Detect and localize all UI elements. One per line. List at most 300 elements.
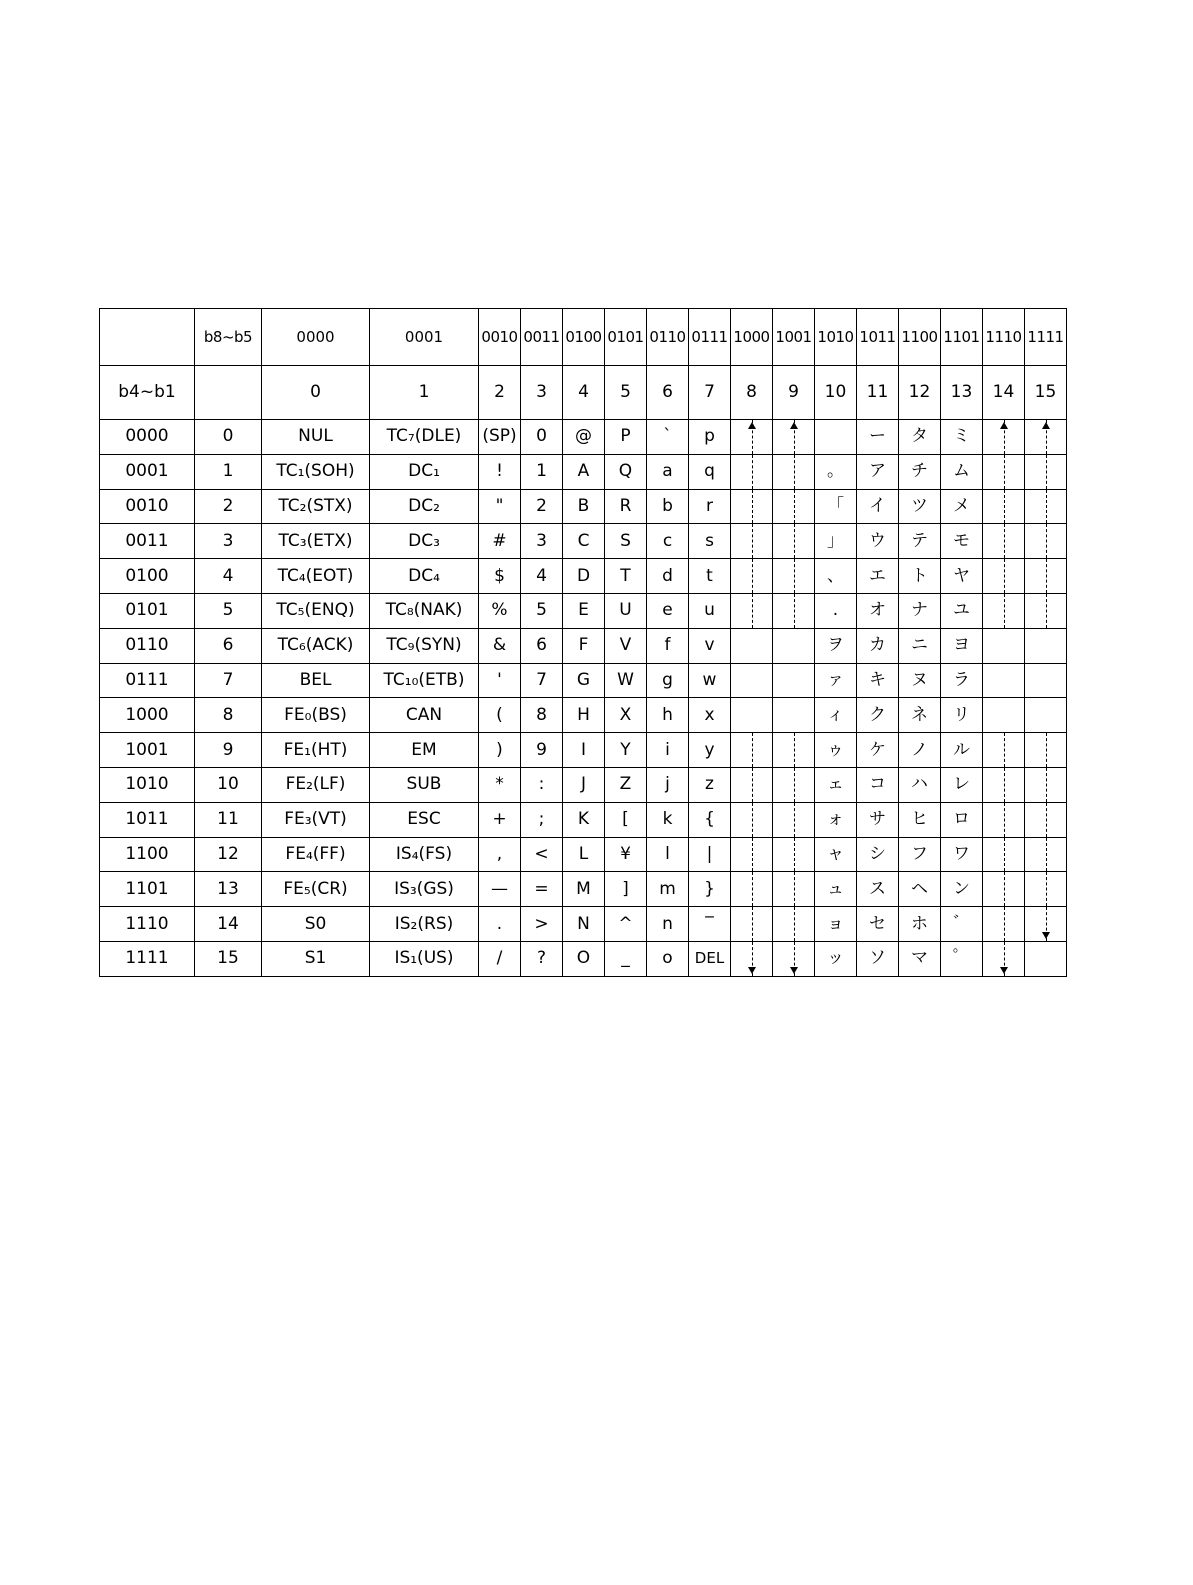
dashed-line [752, 594, 753, 628]
low-col-cell: 13 [195, 872, 262, 907]
reserved-cell [773, 628, 815, 663]
high-bits-header: 0001 [370, 309, 479, 366]
dashed-line [794, 907, 795, 941]
reserved-cell [983, 907, 1025, 942]
reserved-cell [773, 733, 815, 768]
table-row [100, 454, 1067, 489]
control-char-cell: ESC [370, 802, 479, 837]
reserved-cell [1025, 698, 1067, 733]
kana-cell: ル [941, 733, 983, 768]
kana-cell: ツ [899, 489, 941, 524]
reserved-cell [731, 802, 773, 837]
arrow-up-icon [748, 422, 756, 429]
kana-cell: ヒ [899, 802, 941, 837]
kana-cell: ノ [899, 733, 941, 768]
low-bits-cell: 0001 [100, 454, 195, 489]
dashed-line [1004, 594, 1005, 628]
dashed-line [752, 733, 753, 767]
high-bits-header: 1001 [773, 309, 815, 366]
low-bits-cell: 1110 [100, 907, 195, 942]
low-bits-cell: 0111 [100, 663, 195, 698]
char-cell: A [563, 454, 605, 489]
reserved-cell [983, 941, 1025, 976]
high-col-header: 9 [773, 366, 815, 420]
low-col-cell: 2 [195, 489, 262, 524]
kana-cell: ヌ [899, 663, 941, 698]
kana-cell: ラ [941, 663, 983, 698]
reserved-cell [773, 837, 815, 872]
kana-cell: ネ [899, 698, 941, 733]
control-char-cell: FE₄(FF) [262, 837, 370, 872]
char-cell: | [689, 837, 731, 872]
reserved-cell [1025, 593, 1067, 628]
reserved-cell [773, 420, 815, 455]
kana-cell: ス [857, 872, 899, 907]
control-char-cell: FE₃(VT) [262, 802, 370, 837]
char-cell: 0 [521, 420, 563, 455]
reserved-cell [983, 698, 1025, 733]
dashed-line [1046, 733, 1047, 767]
low-col-cell: 15 [195, 941, 262, 976]
kana-cell: テ [899, 524, 941, 559]
char-cell: a [647, 454, 689, 489]
table-row [100, 907, 1067, 942]
reserved-cell [731, 489, 773, 524]
reserved-cell [773, 907, 815, 942]
high-col-header: 10 [815, 366, 857, 420]
char-cell: P [605, 420, 647, 455]
kana-cell: ソ [857, 941, 899, 976]
reserved-cell [731, 593, 773, 628]
dashed-line [752, 768, 753, 802]
low-bits-cell: 0100 [100, 559, 195, 594]
arrow-up-icon [790, 422, 798, 429]
character-code-table [99, 308, 1067, 977]
control-char-cell: CAN [370, 698, 479, 733]
kana-cell: ゜ [941, 941, 983, 976]
low-col-cell: 3 [195, 524, 262, 559]
char-cell: M [563, 872, 605, 907]
char-cell: n [647, 907, 689, 942]
kana-cell: ッ [815, 941, 857, 976]
control-char-cell: FE₁(HT) [262, 733, 370, 768]
char-cell: { [689, 802, 731, 837]
char-cell: w [689, 663, 731, 698]
high-bits-header: 1011 [857, 309, 899, 366]
char-cell: D [563, 559, 605, 594]
low-col-cell: 9 [195, 733, 262, 768]
dashed-line [794, 838, 795, 872]
dashed-line [752, 872, 753, 906]
reserved-cell [773, 767, 815, 802]
char-cell: r [689, 489, 731, 524]
char-cell: ! [479, 454, 521, 489]
control-char-cell: S0 [262, 907, 370, 942]
char-cell: Y [605, 733, 647, 768]
char-cell: z [689, 767, 731, 802]
control-char-cell: TC₅(ENQ) [262, 593, 370, 628]
char-cell: Z [605, 767, 647, 802]
reserved-cell [773, 802, 815, 837]
table-row [100, 489, 1067, 524]
kana-cell [815, 420, 857, 455]
char-cell: k [647, 802, 689, 837]
table-row [100, 663, 1067, 698]
dashed-line [1046, 594, 1047, 628]
reserved-cell [1025, 767, 1067, 802]
kana-cell: ワ [941, 837, 983, 872]
char-cell: * [479, 767, 521, 802]
control-char-cell: FE₂(LF) [262, 767, 370, 802]
reserved-cell [983, 837, 1025, 872]
b8-b5-label: b8~b5 [195, 309, 262, 366]
kana-cell: カ [857, 628, 899, 663]
reserved-cell [1025, 524, 1067, 559]
high-bits-header: 1100 [899, 309, 941, 366]
low-col-cell: 4 [195, 559, 262, 594]
char-cell: q [689, 454, 731, 489]
low-bits-cell: 1001 [100, 733, 195, 768]
arrow-down-icon [1042, 932, 1050, 939]
table-row [100, 941, 1067, 976]
reserved-cell [983, 663, 1025, 698]
low-col-cell: 6 [195, 628, 262, 663]
kana-cell: 。 [815, 454, 857, 489]
reserved-cell [731, 698, 773, 733]
control-char-cell: TC₂(STX) [262, 489, 370, 524]
char-cell: G [563, 663, 605, 698]
high-bits-header: 0101 [605, 309, 647, 366]
control-char-cell: IS₂(RS) [370, 907, 479, 942]
char-cell: I [563, 733, 605, 768]
low-bits-cell: 0011 [100, 524, 195, 559]
low-bits-cell: 1010 [100, 767, 195, 802]
kana-cell: イ [857, 489, 899, 524]
reserved-cell [983, 524, 1025, 559]
low-col-cell: 8 [195, 698, 262, 733]
control-char-cell: BEL [262, 663, 370, 698]
char-cell: X [605, 698, 647, 733]
low-bits-cell: 0110 [100, 628, 195, 663]
char-cell: s [689, 524, 731, 559]
char-cell: > [521, 907, 563, 942]
char-cell: K [563, 802, 605, 837]
reserved-cell [731, 524, 773, 559]
char-cell: N [563, 907, 605, 942]
high-col-header: 5 [605, 366, 647, 420]
dashed-line [752, 803, 753, 837]
arrow-up-icon [1000, 422, 1008, 429]
reserved-cell [1025, 733, 1067, 768]
dashed-line [752, 559, 753, 593]
char-cell: ¥ [605, 837, 647, 872]
char-cell: L [563, 837, 605, 872]
high-bits-header: 0110 [647, 309, 689, 366]
kana-cell: ゛ [941, 907, 983, 942]
char-cell: B [563, 489, 605, 524]
reserved-cell [983, 733, 1025, 768]
kana-cell: ホ [899, 907, 941, 942]
char-cell: @ [563, 420, 605, 455]
control-char-cell: DC₁ [370, 454, 479, 489]
control-char-cell: EM [370, 733, 479, 768]
dashed-line [1046, 768, 1047, 802]
char-cell: $ [479, 559, 521, 594]
dashed-line [1004, 803, 1005, 837]
char-cell: l [647, 837, 689, 872]
char-cell: S [605, 524, 647, 559]
table-row [100, 802, 1067, 837]
char-cell: V [605, 628, 647, 663]
reserved-cell [731, 837, 773, 872]
control-char-cell: DC₃ [370, 524, 479, 559]
kana-cell: マ [899, 941, 941, 976]
high-col-header: 8 [731, 366, 773, 420]
kana-cell: オ [857, 593, 899, 628]
dashed-line [794, 524, 795, 558]
kana-cell: ユ [941, 593, 983, 628]
char-cell: = [521, 872, 563, 907]
dashed-line [1004, 455, 1005, 489]
dashed-line [1046, 524, 1047, 558]
char-cell: ' [479, 663, 521, 698]
b4-b1-label: b4~b1 [100, 366, 195, 420]
reserved-cell [1025, 559, 1067, 594]
dashed-line [1004, 872, 1005, 906]
table-row [100, 593, 1067, 628]
char-cell: ` [647, 420, 689, 455]
char-cell: u [689, 593, 731, 628]
kana-cell: ェ [815, 767, 857, 802]
char-cell: ] [605, 872, 647, 907]
high-col-header: 15 [1025, 366, 1067, 420]
kana-cell: レ [941, 767, 983, 802]
kana-cell: ナ [899, 593, 941, 628]
high-col-header: 0 [262, 366, 370, 420]
char-cell: 9 [521, 733, 563, 768]
char-cell: . [479, 907, 521, 942]
dashed-line [1004, 490, 1005, 524]
arrow-up-icon [1042, 422, 1050, 429]
dashed-line [752, 838, 753, 872]
table-row [100, 837, 1067, 872]
reserved-cell [983, 872, 1025, 907]
char-cell: J [563, 767, 605, 802]
kana-cell: ュ [815, 872, 857, 907]
arrow-down-icon [748, 967, 756, 974]
reserved-cell [731, 559, 773, 594]
kana-cell: ョ [815, 907, 857, 942]
kana-cell: ウ [857, 524, 899, 559]
reserved-cell [773, 454, 815, 489]
low-col-cell: 12 [195, 837, 262, 872]
char-cell: } [689, 872, 731, 907]
high-bits-header: 0011 [521, 309, 563, 366]
char-cell: _ [605, 941, 647, 976]
kana-cell: ト [899, 559, 941, 594]
dashed-line [794, 733, 795, 767]
char-cell: ; [521, 802, 563, 837]
low-col-cell: 10 [195, 767, 262, 802]
table-row [100, 559, 1067, 594]
reserved-cell [773, 559, 815, 594]
control-char-cell: TC₆(ACK) [262, 628, 370, 663]
kana-cell: ハ [899, 767, 941, 802]
reserved-cell [983, 628, 1025, 663]
dashed-line [794, 490, 795, 524]
control-char-cell: TC₇(DLE) [370, 420, 479, 455]
char-cell: O [563, 941, 605, 976]
high-col-header: 12 [899, 366, 941, 420]
high-bits-header: 1101 [941, 309, 983, 366]
control-char-cell: TC₄(EOT) [262, 559, 370, 594]
high-col-header: 3 [521, 366, 563, 420]
low-bits-cell: 0010 [100, 489, 195, 524]
control-char-cell: SUB [370, 767, 479, 802]
high-col-header: 2 [479, 366, 521, 420]
char-cell: o [647, 941, 689, 976]
char-cell: / [479, 941, 521, 976]
kana-cell: メ [941, 489, 983, 524]
dashed-line [752, 455, 753, 489]
dashed-line [794, 803, 795, 837]
dashed-line [1004, 768, 1005, 802]
kana-cell: 」 [815, 524, 857, 559]
char-cell: m [647, 872, 689, 907]
reserved-cell [731, 454, 773, 489]
reserved-cell [731, 872, 773, 907]
dashed-line [752, 524, 753, 558]
control-char-cell: DC₂ [370, 489, 479, 524]
char-cell: x [689, 698, 731, 733]
high-col-header: 1 [370, 366, 479, 420]
control-char-cell: FE₅(CR) [262, 872, 370, 907]
char-cell: : [521, 767, 563, 802]
reserved-cell [731, 420, 773, 455]
char-cell: % [479, 593, 521, 628]
kana-cell: ヨ [941, 628, 983, 663]
high-bits-header: 0010 [479, 309, 521, 366]
char-cell: (SP) [479, 420, 521, 455]
reserved-cell [983, 454, 1025, 489]
char-cell: + [479, 802, 521, 837]
reserved-cell [773, 941, 815, 976]
control-char-cell: TC₈(NAK) [370, 593, 479, 628]
reserved-cell [1025, 628, 1067, 663]
dashed-line [1046, 838, 1047, 872]
char-cell: e [647, 593, 689, 628]
kana-cell: ミ [941, 420, 983, 455]
char-cell: 2 [521, 489, 563, 524]
char-cell: " [479, 489, 521, 524]
dashed-line [794, 768, 795, 802]
high-col-header: 13 [941, 366, 983, 420]
reserved-cell [773, 524, 815, 559]
dashed-line [794, 872, 795, 906]
b8-b5-blank [195, 366, 262, 420]
low-bits-cell: 1011 [100, 802, 195, 837]
reserved-cell [983, 802, 1025, 837]
char-cell: # [479, 524, 521, 559]
reserved-cell [1025, 454, 1067, 489]
low-bits-cell: 0101 [100, 593, 195, 628]
arrow-down-icon [1000, 967, 1008, 974]
dashed-line [1046, 803, 1047, 837]
char-cell: i [647, 733, 689, 768]
char-cell: ) [479, 733, 521, 768]
reserved-cell [983, 593, 1025, 628]
table-row [100, 524, 1067, 559]
kana-cell: ォ [815, 802, 857, 837]
control-char-cell: TC₁₀(ETB) [370, 663, 479, 698]
control-char-cell: TC₃(ETX) [262, 524, 370, 559]
dashed-line [1046, 455, 1047, 489]
code-table [99, 308, 1067, 977]
high-bits-header: 1111 [1025, 309, 1067, 366]
char-cell: 5 [521, 593, 563, 628]
kana-cell: ア [857, 454, 899, 489]
control-char-cell: FE₀(BS) [262, 698, 370, 733]
corner-cell-top [100, 309, 195, 366]
char-cell: & [479, 628, 521, 663]
control-char-cell: S1 [262, 941, 370, 976]
char-cell: 4 [521, 559, 563, 594]
char-cell: y [689, 733, 731, 768]
char-cell: h [647, 698, 689, 733]
char-cell: DEL [689, 941, 731, 976]
dashed-line [1046, 872, 1047, 906]
reserved-cell [983, 420, 1025, 455]
control-char-cell: IS₄(FS) [370, 837, 479, 872]
kana-cell: モ [941, 524, 983, 559]
low-col-cell: 1 [195, 454, 262, 489]
char-cell: < [521, 837, 563, 872]
kana-cell: タ [899, 420, 941, 455]
char-cell: , [479, 837, 521, 872]
kana-cell: リ [941, 698, 983, 733]
table-row [100, 628, 1067, 663]
dashed-line [752, 907, 753, 941]
reserved-cell [1025, 420, 1067, 455]
high-col-header: 14 [983, 366, 1025, 420]
char-cell: j [647, 767, 689, 802]
dashed-line [1004, 733, 1005, 767]
char-cell: ( [479, 698, 521, 733]
kana-cell: サ [857, 802, 899, 837]
low-col-cell: 0 [195, 420, 262, 455]
dashed-line [1046, 559, 1047, 593]
reserved-cell [1025, 489, 1067, 524]
reserved-cell [773, 698, 815, 733]
table-row [100, 420, 1067, 455]
low-bits-cell: 1000 [100, 698, 195, 733]
reserved-cell [773, 489, 815, 524]
char-cell: v [689, 628, 731, 663]
low-bits-cell: 1100 [100, 837, 195, 872]
char-cell: C [563, 524, 605, 559]
dashed-line [794, 559, 795, 593]
high-col-header: 6 [647, 366, 689, 420]
char-cell: 8 [521, 698, 563, 733]
dashed-line [794, 594, 795, 628]
high-bits-header: 1000 [731, 309, 773, 366]
kana-cell: セ [857, 907, 899, 942]
high-bits-header: 1110 [983, 309, 1025, 366]
char-cell: f [647, 628, 689, 663]
char-cell: p [689, 420, 731, 455]
kana-cell: ケ [857, 733, 899, 768]
kana-cell: ン [941, 872, 983, 907]
